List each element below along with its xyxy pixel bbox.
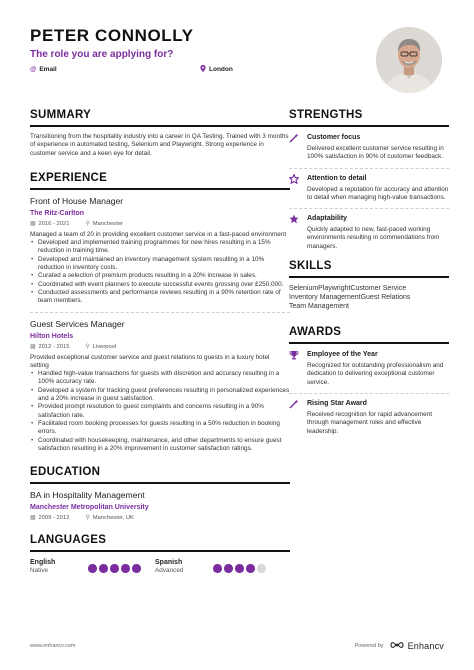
job-meta: [30, 220, 290, 228]
skills-section: [289, 259, 449, 311]
job-location: [85, 343, 116, 351]
education-section: [30, 465, 290, 522]
proficiency-dot-filled: [121, 564, 130, 573]
languages-heading: LANGUAGES: [30, 534, 107, 547]
section-divider: [30, 125, 290, 127]
location-text: Manchester, UK: [92, 515, 134, 522]
entry-divider: [30, 312, 290, 313]
location-text: Liverpool: [92, 343, 117, 350]
school-name: Manchester Metropolitan University: [30, 504, 149, 512]
proficiency-dot-filled: [132, 564, 141, 573]
magic-wand-icon: [289, 399, 307, 436]
strength-item: [289, 133, 449, 162]
bullet-item: • Curated a selection of premium products resulting in a 20% increase in sales.: [30, 272, 290, 280]
job-dates: [30, 343, 69, 351]
right-column: [289, 108, 449, 444]
languages-list: [30, 558, 290, 575]
language-text: [30, 558, 88, 575]
strength-item: [289, 214, 449, 251]
education-meta: [30, 514, 290, 522]
skills-line: Inventory ManagementGuest Relations: [289, 294, 411, 302]
strength-text: Delivered excellent customer service resulting in 100% satisfaction in 90% of customer feedback.: [307, 145, 444, 161]
section-divider: [30, 188, 290, 190]
bullet-item: • Developed a system for tracking guest preferences resulting in personalized experiences and a 20% increase in guest satisfaction.: [30, 387, 290, 404]
proficiency-dot-filled: [99, 564, 108, 573]
job-description: Provided exceptional customer service and guest relations to guests in a luxury hotel setting: [30, 353, 270, 369]
enhancv-logo-icon: [390, 641, 404, 651]
language-text: [155, 558, 213, 575]
strengths-section: [289, 108, 449, 251]
entry-divider: [289, 168, 449, 169]
footer-brand: [355, 641, 444, 651]
at-icon: @: [30, 66, 37, 73]
proficiency-dot-filled: [246, 564, 255, 573]
summary-text: Transitioning from the hospitality industry into a career in QA Testing. Trained with 3 months of experience in automated testing, Selenium and Playwright. Strong experience in customer service and a keen eye for detail.: [30, 133, 289, 157]
entry-divider: [289, 393, 449, 394]
strength-title: Adaptability: [307, 215, 348, 223]
summary-heading: SUMMARY: [30, 109, 92, 121]
awards-section: [289, 325, 449, 436]
proficiency-dot-filled: [235, 564, 244, 573]
education-dates: [30, 514, 69, 522]
experience-section: [30, 171, 290, 453]
trophy-icon: [289, 350, 307, 387]
candidate-role: The role you are applying for?: [30, 49, 174, 60]
entry-divider: [289, 208, 449, 209]
candidate-name: PETER CONNOLLY: [30, 26, 194, 45]
proficiency-dots: [88, 564, 143, 575]
strength-title: Customer focus: [307, 134, 361, 141]
contact-email[interactable]: [30, 65, 200, 74]
contact-location: [200, 65, 233, 74]
proficiency-dots: [213, 564, 268, 575]
proficiency-dot-filled: [224, 564, 233, 573]
skills-line: SeleniumPlaywrightCustomer Service: [289, 285, 407, 293]
bullet-item: • Provided prompt resolution to guest complaints and concerns resulting in a 90% satisfaction rate.: [30, 403, 290, 420]
skills-heading: SKILLS: [289, 260, 332, 273]
strength-title: Attention to detail: [307, 174, 367, 182]
section-divider: [289, 342, 449, 344]
awards-heading: AWARDS: [289, 326, 342, 339]
award-item: [289, 350, 449, 387]
section-divider: [289, 276, 449, 278]
strength-item: [289, 174, 449, 203]
education-heading: EDUCATION: [30, 466, 101, 479]
enhancv-logo-text: Enhancv: [407, 641, 444, 651]
job-meta: [30, 343, 290, 351]
location-pin-icon: ⚲: [85, 515, 90, 522]
section-divider: [30, 550, 290, 552]
profile-photo: [376, 27, 442, 93]
strength-text: Developed a reputation for accuracy and attention to detail when managing high-value transactions.: [307, 185, 449, 201]
email-text: Email: [39, 66, 57, 73]
footer-website-link[interactable]: www.enhancv.com: [30, 643, 76, 649]
calendar-icon: ▦: [30, 220, 36, 227]
section-divider: [30, 482, 290, 484]
section-divider: [289, 125, 449, 127]
language-level: Advanced: [155, 567, 184, 575]
language-item: [30, 558, 155, 575]
job-title: Front of House Manager: [30, 195, 124, 206]
calendar-icon: ▦: [30, 343, 36, 350]
proficiency-dot-empty: [257, 564, 266, 573]
left-column: [30, 108, 290, 575]
proficiency-dot-filled: [213, 564, 222, 573]
dates-text: 2012 - 2015: [38, 343, 70, 350]
job-dates: [30, 220, 69, 228]
powered-by-text: Powered by: [354, 643, 384, 649]
bullet-item: • Handled high-value transactions for guests with discretion and accuracy resulting in a 100% accuracy rate.: [30, 370, 290, 387]
calendar-icon: ▦: [30, 515, 36, 522]
location-pin-icon: ⚲: [85, 343, 90, 350]
job-bullets: [30, 239, 290, 305]
language-item: [155, 558, 290, 575]
award-title: Rising Star Award: [307, 399, 367, 407]
location-pin-icon: ⚲: [85, 220, 90, 227]
award-title: Employee of the Year: [307, 351, 378, 359]
experience-heading: EXPERIENCE: [30, 171, 108, 184]
bullet-item: • Developed and implemented training programmes for new hires resulting in a 15% reduction in training time.: [30, 239, 290, 256]
magic-wand-icon: [289, 133, 307, 162]
dates-text: 2009 - 2012: [38, 515, 70, 522]
proficiency-dot-filled: [88, 564, 97, 573]
degree-title: BA in Hospitality Management: [30, 490, 145, 501]
location-text: London: [209, 66, 233, 73]
job-entry: [30, 196, 290, 306]
award-text: Recognized for outstanding professionalism and dedication to delivering exceptional customer service.: [307, 362, 444, 386]
award-text: Received recognition for rapid advancement through management roles and effective leadership.: [307, 410, 433, 435]
location-text: Manchester: [92, 220, 123, 227]
company-name: Hilton Hotels: [30, 332, 74, 340]
page-footer: [30, 641, 444, 651]
languages-section: [30, 533, 290, 575]
location-pin-icon: [200, 65, 206, 74]
dates-text: 2016 - 2021: [38, 220, 70, 227]
contact-row: [30, 65, 360, 74]
bullet-item: • Coordinated with event planners to execute successful events grossing over £250,000.: [30, 281, 290, 289]
strengths-heading: STRENGTHS: [289, 109, 363, 121]
proficiency-dot-filled: [110, 564, 119, 573]
puzzle-icon: [289, 214, 307, 251]
job-entry: [30, 319, 290, 454]
award-item: [289, 399, 449, 436]
strength-text: Quickly adapted to new, fast-paced working environments resulting in commendations from managers.: [307, 226, 440, 250]
summary-section: [30, 108, 290, 158]
star-icon: [289, 174, 307, 203]
bullet-item: • Coordinated with housekeeping, maintenance, and other departments to ensure guest satisfaction resulting in a 20% improvement in customer satisfaction ratings.: [30, 437, 290, 454]
resume-header: [30, 26, 360, 74]
job-location: [85, 220, 123, 228]
skills-line: Team Management: [289, 303, 349, 311]
bullet-item: • Facilitated room booking processes for guests resulting in a 50% reduction in booking errors.: [30, 420, 290, 437]
bullet-item: • Developed and maintained an inventory management system resulting in a 10% reduction in inventory costs.: [30, 256, 290, 273]
language-name: Spanish: [155, 559, 183, 567]
job-bullets: [30, 370, 290, 453]
company-name: The Ritz-Carlton: [30, 209, 85, 217]
language-level: Native: [30, 567, 49, 575]
language-name: English: [30, 559, 56, 567]
bullet-item: • Conducted assessments and performance reviews resulting in a 90% retention rate of team members.: [30, 289, 290, 306]
job-description: Managed a team of 20 in providing excellent customer service in a fast-paced environment: [30, 230, 287, 238]
job-title: Guest Services Manager: [30, 318, 125, 329]
education-location: [85, 514, 134, 522]
